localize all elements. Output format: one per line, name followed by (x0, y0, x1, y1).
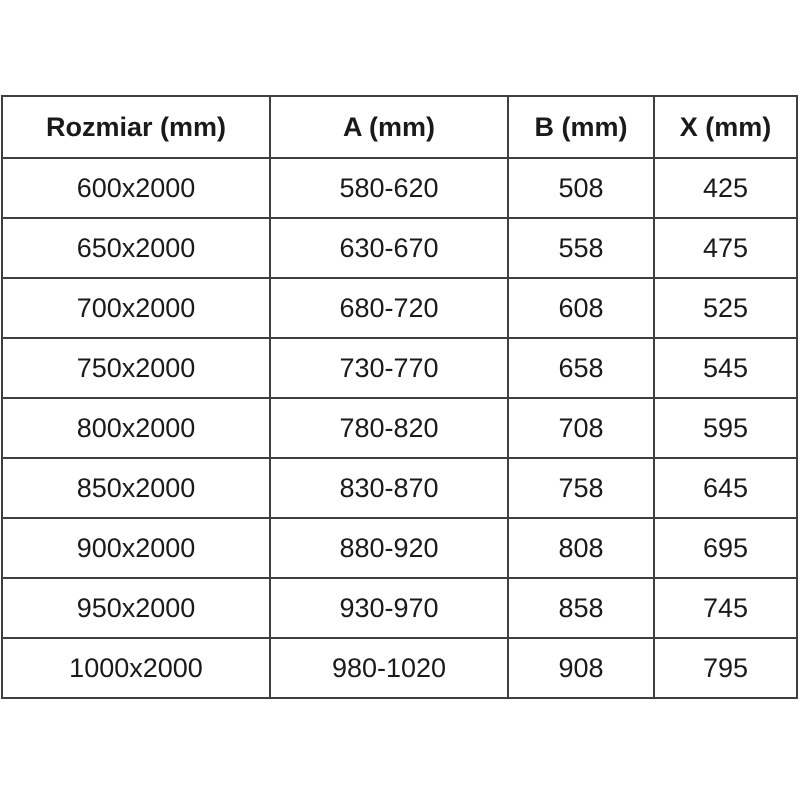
table-row (2, 338, 797, 398)
table-cell: 808 (508, 518, 654, 578)
table-cell: 745 (654, 578, 797, 638)
table-cell: 708 (508, 398, 654, 458)
table-body (2, 158, 797, 698)
header-row (2, 96, 797, 158)
table-cell: 880-920 (270, 518, 508, 578)
table-cell: 650x2000 (2, 218, 270, 278)
table-cell: 695 (654, 518, 797, 578)
table-row (2, 278, 797, 338)
table-cell: 1000x2000 (2, 638, 270, 698)
table-cell: 475 (654, 218, 797, 278)
column-header-a: A (mm) (270, 96, 508, 158)
table-row (2, 638, 797, 698)
table-cell: 750x2000 (2, 338, 270, 398)
table-cell: 950x2000 (2, 578, 270, 638)
table-cell: 600x2000 (2, 158, 270, 218)
table-cell: 608 (508, 278, 654, 338)
table-cell: 525 (654, 278, 797, 338)
column-header-rozmiar: Rozmiar (mm) (2, 96, 270, 158)
table-cell: 558 (508, 218, 654, 278)
table-cell: 830-870 (270, 458, 508, 518)
table-cell: 680-720 (270, 278, 508, 338)
table-cell: 508 (508, 158, 654, 218)
table-cell: 758 (508, 458, 654, 518)
table-row (2, 398, 797, 458)
column-header-b: B (mm) (508, 96, 654, 158)
table-row (2, 458, 797, 518)
table-cell: 580-620 (270, 158, 508, 218)
table-cell: 700x2000 (2, 278, 270, 338)
size-table (1, 95, 798, 699)
table-cell: 980-1020 (270, 638, 508, 698)
column-header-x: X (mm) (654, 96, 797, 158)
table-cell: 780-820 (270, 398, 508, 458)
table-row (2, 578, 797, 638)
table-cell: 858 (508, 578, 654, 638)
table-cell: 595 (654, 398, 797, 458)
table-cell: 425 (654, 158, 797, 218)
table-row (2, 218, 797, 278)
table-cell: 900x2000 (2, 518, 270, 578)
table-cell: 730-770 (270, 338, 508, 398)
table-cell: 645 (654, 458, 797, 518)
table-cell: 630-670 (270, 218, 508, 278)
table-cell: 800x2000 (2, 398, 270, 458)
table-row (2, 158, 797, 218)
table-cell: 658 (508, 338, 654, 398)
table-row (2, 518, 797, 578)
table-cell: 795 (654, 638, 797, 698)
table-cell: 545 (654, 338, 797, 398)
table-cell: 908 (508, 638, 654, 698)
table-cell: 930-970 (270, 578, 508, 638)
table-cell: 850x2000 (2, 458, 270, 518)
